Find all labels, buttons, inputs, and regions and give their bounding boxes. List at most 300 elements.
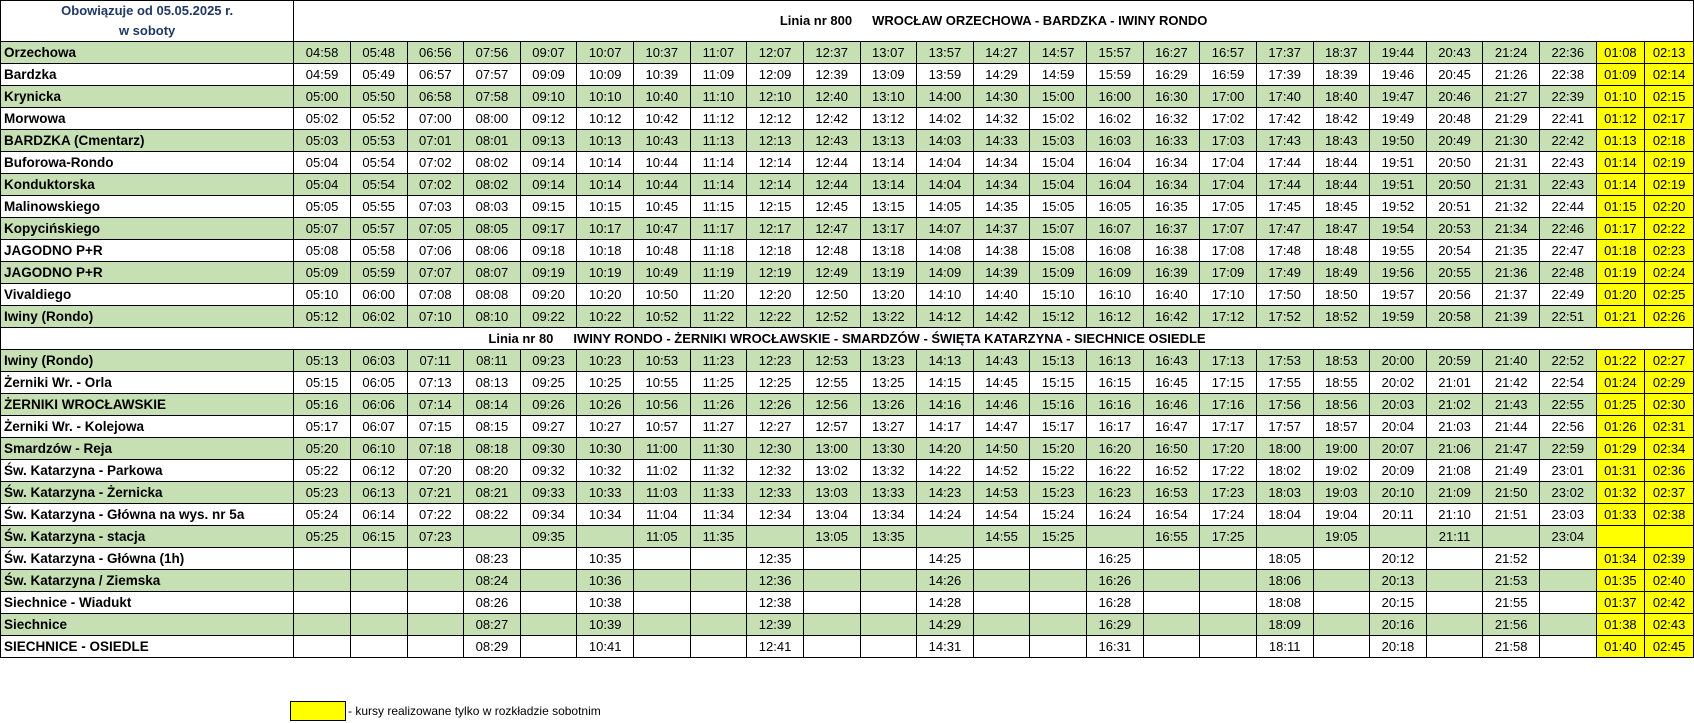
departure-time: 15:17: [1030, 416, 1087, 438]
departure-time: 10:19: [577, 262, 634, 284]
stop-name: Św. Katarzyna - Żernicka: [1, 482, 294, 504]
departure-time: 01:14: [1596, 174, 1645, 196]
departure-time: 16:43: [1143, 350, 1200, 372]
departure-time: 10:26: [577, 394, 634, 416]
departure-time: [520, 636, 577, 658]
departure-time: 13:13: [860, 130, 917, 152]
line-800-title: [294, 1, 1694, 42]
departure-time: [1256, 526, 1313, 548]
departure-time: 18:45: [1313, 196, 1370, 218]
departure-time: 21:24: [1483, 42, 1540, 64]
departure-time: 10:52: [634, 306, 691, 328]
departure-time: 01:40: [1596, 636, 1645, 658]
departure-time: 14:29: [973, 64, 1030, 86]
stop-name: Krynicka: [1, 86, 294, 108]
departure-time: 21:03: [1426, 416, 1483, 438]
stop-row-malinowskiego: [1, 196, 1694, 218]
departure-time: 18:43: [1313, 130, 1370, 152]
departure-time: 05:23: [294, 482, 351, 504]
departure-time: [1200, 636, 1257, 658]
departure-time: 23:04: [1540, 526, 1597, 548]
departure-time: 17:48: [1256, 240, 1313, 262]
departure-time: [1426, 592, 1483, 614]
departure-time: 14:43: [973, 350, 1030, 372]
departure-time: [860, 592, 917, 614]
stop-row-sw-katarzyna-parkowa: [1, 460, 1694, 482]
stop-name: Iwiny (Rondo): [1, 306, 294, 328]
departure-time: [1313, 592, 1370, 614]
departure-time: 12:27: [747, 416, 804, 438]
departure-time: 02:19: [1645, 174, 1694, 196]
departure-time: 09:23: [520, 350, 577, 372]
stop-row-sw-katarzyna-stacja: [1, 526, 1694, 548]
departure-time: 05:05: [294, 196, 351, 218]
departure-time: 17:16: [1200, 394, 1257, 416]
departure-time: 10:47: [634, 218, 691, 240]
departure-time: 13:09: [860, 64, 917, 86]
departure-time: 14:22: [917, 460, 974, 482]
departure-time: 14:50: [973, 438, 1030, 460]
departure-time: [860, 548, 917, 570]
departure-time: 12:07: [747, 42, 804, 64]
validity-cell: [1, 1, 294, 42]
departure-time: 21:27: [1483, 86, 1540, 108]
departure-time: 07:02: [407, 152, 464, 174]
departure-time: 09:14: [520, 152, 577, 174]
departure-time: 12:41: [747, 636, 804, 658]
departure-time: 02:43: [1645, 614, 1694, 636]
departure-time: 12:15: [747, 196, 804, 218]
departure-time: 21:01: [1426, 372, 1483, 394]
departure-time: 02:18: [1645, 130, 1694, 152]
departure-time: 15:23: [1030, 482, 1087, 504]
departure-time: 15:08: [1030, 240, 1087, 262]
departure-time: 10:44: [634, 152, 691, 174]
stop-row-iwiny-rondo: [1, 350, 1694, 372]
departure-time: 05:59: [350, 262, 407, 284]
departure-time: 09:34: [520, 504, 577, 526]
departure-time: 10:33: [577, 482, 634, 504]
departure-time: 07:11: [407, 350, 464, 372]
stop-name: JAGODNO P+R: [1, 240, 294, 262]
departure-time: 16:20: [1087, 438, 1144, 460]
departure-time: 20:04: [1370, 416, 1427, 438]
departure-time: [803, 548, 860, 570]
departure-time: 08:07: [464, 262, 521, 284]
departure-time: 15:15: [1030, 372, 1087, 394]
departure-time: 01:24: [1596, 372, 1645, 394]
departure-time: 22:54: [1540, 372, 1597, 394]
departure-time: 05:55: [350, 196, 407, 218]
departure-time: 01:09: [1596, 64, 1645, 86]
departure-time: 10:14: [577, 174, 634, 196]
departure-time: 14:54: [973, 504, 1030, 526]
departure-time: [690, 636, 747, 658]
departure-time: 09:18: [520, 240, 577, 262]
departure-time: 18:40: [1313, 86, 1370, 108]
departure-time: [350, 614, 407, 636]
departure-time: 10:18: [577, 240, 634, 262]
departure-time: 12:47: [803, 218, 860, 240]
departure-time: 08:29: [464, 636, 521, 658]
departure-time: 08:10: [464, 306, 521, 328]
departure-time: 16:07: [1087, 218, 1144, 240]
departure-time: 19:54: [1370, 218, 1427, 240]
departure-time: 10:22: [577, 306, 634, 328]
departure-time: 18:02: [1256, 460, 1313, 482]
departure-time: 22:39: [1540, 86, 1597, 108]
departure-time: [803, 614, 860, 636]
stop-row-jagodno-p-r: [1, 240, 1694, 262]
departure-time: 05:48: [350, 42, 407, 64]
departure-time: 18:56: [1313, 394, 1370, 416]
departure-time: 20:03: [1370, 394, 1427, 416]
stop-name: Siechnice: [1, 614, 294, 636]
departure-time: [1030, 548, 1087, 570]
departure-time: 16:39: [1143, 262, 1200, 284]
departure-time: 21:37: [1483, 284, 1540, 306]
departure-time: 02:27: [1645, 350, 1694, 372]
departure-time: 17:15: [1200, 372, 1257, 394]
stop-name: Św. Katarzyna / Ziemska: [1, 570, 294, 592]
departure-time: [634, 636, 691, 658]
departure-time: [1645, 526, 1694, 548]
departure-time: 11:22: [690, 306, 747, 328]
departure-time: 10:40: [634, 86, 691, 108]
departure-time: 14:05: [917, 196, 974, 218]
stop-row-sw-katarzyna-glowna-1h: [1, 548, 1694, 570]
departure-time: 09:30: [520, 438, 577, 460]
departure-time: 20:53: [1426, 218, 1483, 240]
departure-time: 10:09: [577, 64, 634, 86]
departure-time: 19:47: [1370, 86, 1427, 108]
departure-time: [1426, 548, 1483, 570]
departure-time: 15:20: [1030, 438, 1087, 460]
departure-time: 22:51: [1540, 306, 1597, 328]
departure-time: 08:21: [464, 482, 521, 504]
departure-time: 13:02: [803, 460, 860, 482]
departure-time: [1540, 548, 1597, 570]
departure-time: 12:26: [747, 394, 804, 416]
departure-time: 02:13: [1645, 42, 1694, 64]
departure-time: 13:34: [860, 504, 917, 526]
departure-time: 16:25: [1087, 548, 1144, 570]
departure-time: 02:45: [1645, 636, 1694, 658]
departure-time: 14:38: [973, 240, 1030, 262]
departure-time: 22:44: [1540, 196, 1597, 218]
departure-time: 11:27: [690, 416, 747, 438]
departure-time: 14:27: [973, 42, 1030, 64]
departure-time: 09:10: [520, 86, 577, 108]
departure-time: 14:17: [917, 416, 974, 438]
departure-time: 07:00: [407, 108, 464, 130]
departure-time: 11:14: [690, 174, 747, 196]
departure-time: 13:35: [860, 526, 917, 548]
departure-time: 17:39: [1256, 64, 1313, 86]
departure-time: 01:10: [1596, 86, 1645, 108]
departure-time: [690, 548, 747, 570]
departure-time: [464, 526, 521, 548]
departure-time: [634, 570, 691, 592]
departure-time: 15:02: [1030, 108, 1087, 130]
departure-time: 10:17: [577, 218, 634, 240]
departure-time: 11:35: [690, 526, 747, 548]
departure-time: 05:49: [350, 64, 407, 86]
stop-row-sw-katarzyna-zernicka: [1, 482, 1694, 504]
departure-time: 17:17: [1200, 416, 1257, 438]
departure-time: [634, 548, 691, 570]
departure-time: 14:47: [973, 416, 1030, 438]
departure-time: 09:33: [520, 482, 577, 504]
departure-time: 12:36: [747, 570, 804, 592]
stop-row-vivaldiego: [1, 284, 1694, 306]
departure-time: [407, 570, 464, 592]
departure-time: 02:22: [1645, 218, 1694, 240]
departure-time: 19:56: [1370, 262, 1427, 284]
departure-time: 18:55: [1313, 372, 1370, 394]
departure-time: 05:09: [294, 262, 351, 284]
line-800-route: WROCŁAW ORZECHOWA - BARDZKA - IWINY RONDO: [872, 13, 1208, 28]
departure-time: 14:59: [1030, 64, 1087, 86]
departure-time: 10:41: [577, 636, 634, 658]
departure-time: 18:05: [1256, 548, 1313, 570]
departure-time: [1143, 592, 1200, 614]
stop-name: BARDZKA (Cmentarz): [1, 130, 294, 152]
departure-time: 21:31: [1483, 174, 1540, 196]
departure-time: 07:22: [407, 504, 464, 526]
departure-time: 02:19: [1645, 152, 1694, 174]
departure-time: 08:08: [464, 284, 521, 306]
departure-time: 10:53: [634, 350, 691, 372]
departure-time: [1313, 614, 1370, 636]
departure-time: 09:17: [520, 218, 577, 240]
stop-name: Orzechowa: [1, 42, 294, 64]
departure-time: [407, 636, 464, 658]
departure-time: 15:59: [1087, 64, 1144, 86]
departure-time: 01:14: [1596, 152, 1645, 174]
departure-time: 11:15: [690, 196, 747, 218]
departure-time: 21:39: [1483, 306, 1540, 328]
departure-time: [634, 614, 691, 636]
departure-time: [350, 570, 407, 592]
departure-time: 15:05: [1030, 196, 1087, 218]
departure-time: 20:16: [1370, 614, 1427, 636]
departure-time: 20:55: [1426, 262, 1483, 284]
departure-time: 08:02: [464, 174, 521, 196]
departure-time: 12:44: [803, 152, 860, 174]
departure-time: 15:04: [1030, 152, 1087, 174]
departure-time: 02:39: [1645, 548, 1694, 570]
departure-time: 20:45: [1426, 64, 1483, 86]
departure-time: 14:40: [973, 284, 1030, 306]
departure-time: 16:54: [1143, 504, 1200, 526]
departure-time: 10:34: [577, 504, 634, 526]
departure-time: [973, 614, 1030, 636]
departure-time: 11:18: [690, 240, 747, 262]
departure-time: 21:34: [1483, 218, 1540, 240]
departure-time: 17:24: [1200, 504, 1257, 526]
stop-row-siechnice-wiadukt: [1, 592, 1694, 614]
departure-time: 21:26: [1483, 64, 1540, 86]
departure-time: [350, 548, 407, 570]
departure-time: 05:17: [294, 416, 351, 438]
departure-time: 14:20: [917, 438, 974, 460]
departure-time: 08:24: [464, 570, 521, 592]
departure-time: 16:29: [1087, 614, 1144, 636]
departure-time: 16:53: [1143, 482, 1200, 504]
departure-time: 06:57: [407, 64, 464, 86]
departure-time: 16:30: [1143, 86, 1200, 108]
departure-time: [860, 614, 917, 636]
departure-time: 01:29: [1596, 438, 1645, 460]
stop-row-bardzka-cmentarz: [1, 130, 1694, 152]
departure-time: 07:18: [407, 438, 464, 460]
departure-time: 15:09: [1030, 262, 1087, 284]
departure-time: [803, 636, 860, 658]
departure-time: 05:02: [294, 108, 351, 130]
departure-time: 16:08: [1087, 240, 1144, 262]
departure-time: [1426, 636, 1483, 658]
departure-time: 06:07: [350, 416, 407, 438]
departure-time: 08:14: [464, 394, 521, 416]
departure-time: 06:05: [350, 372, 407, 394]
departure-time: 12:09: [747, 64, 804, 86]
departure-time: 13:05: [803, 526, 860, 548]
departure-time: 11:30: [690, 438, 747, 460]
departure-time: 12:35: [747, 548, 804, 570]
departure-time: 10:42: [634, 108, 691, 130]
departure-time: 10:48: [634, 240, 691, 262]
departure-time: [407, 592, 464, 614]
departure-time: 11:17: [690, 218, 747, 240]
departure-time: 14:07: [917, 218, 974, 240]
departure-time: 01:38: [1596, 614, 1645, 636]
departure-time: 20:54: [1426, 240, 1483, 262]
departure-time: 14:29: [917, 614, 974, 636]
departure-time: 05:53: [350, 130, 407, 152]
departure-time: 12:14: [747, 152, 804, 174]
departure-time: 22:48: [1540, 262, 1597, 284]
departure-time: 22:36: [1540, 42, 1597, 64]
departure-time: [1143, 548, 1200, 570]
departure-time: [1030, 570, 1087, 592]
departure-time: 12:20: [747, 284, 804, 306]
stop-row-smardzow-reja: [1, 438, 1694, 460]
departure-time: 12:55: [803, 372, 860, 394]
departure-time: 08:23: [464, 548, 521, 570]
departure-time: 01:37: [1596, 592, 1645, 614]
departure-time: 21:56: [1483, 614, 1540, 636]
departure-time: 12:10: [747, 86, 804, 108]
departure-time: 12:17: [747, 218, 804, 240]
departure-time: [1540, 592, 1597, 614]
departure-time: 14:37: [973, 218, 1030, 240]
stop-name: Św. Katarzyna - Główna na wys. nr 5a: [1, 504, 294, 526]
departure-time: 13:18: [860, 240, 917, 262]
departure-time: [1143, 614, 1200, 636]
departure-time: 06:58: [407, 86, 464, 108]
departure-time: 19:04: [1313, 504, 1370, 526]
departure-time: 08:22: [464, 504, 521, 526]
departure-time: [1540, 614, 1597, 636]
departure-time: 19:49: [1370, 108, 1427, 130]
departure-time: 18:53: [1313, 350, 1370, 372]
departure-time: 13:25: [860, 372, 917, 394]
departure-time: 11:05: [634, 526, 691, 548]
stop-row-krynicka: [1, 86, 1694, 108]
departure-time: 16:33: [1143, 130, 1200, 152]
departure-time: 18:44: [1313, 152, 1370, 174]
departure-time: 11:19: [690, 262, 747, 284]
departure-time: 16:59: [1200, 64, 1257, 86]
departure-time: [1313, 636, 1370, 658]
departure-time: [1426, 570, 1483, 592]
departure-time: 12:56: [803, 394, 860, 416]
departure-time: 16:16: [1087, 394, 1144, 416]
departure-time: [294, 636, 351, 658]
departure-time: [1313, 570, 1370, 592]
departure-time: 18:03: [1256, 482, 1313, 504]
departure-time: 02:42: [1645, 592, 1694, 614]
departure-time: 10:44: [634, 174, 691, 196]
departure-time: 20:00: [1370, 350, 1427, 372]
departure-time: 22:41: [1540, 108, 1597, 130]
departure-time: 16:57: [1200, 42, 1257, 64]
stop-row-siechnice-osiedle: [1, 636, 1694, 658]
departure-time: 14:45: [973, 372, 1030, 394]
legend-swatch: [290, 701, 346, 721]
departure-time: 04:59: [294, 64, 351, 86]
departure-time: 06:15: [350, 526, 407, 548]
departure-time: 11:00: [634, 438, 691, 460]
departure-time: 14:31: [917, 636, 974, 658]
departure-time: 17:09: [1200, 262, 1257, 284]
departure-time: 01:21: [1596, 306, 1645, 328]
departure-time: [1540, 570, 1597, 592]
departure-time: 07:10: [407, 306, 464, 328]
departure-time: 20:50: [1426, 152, 1483, 174]
departure-time: 09:19: [520, 262, 577, 284]
stop-name: Iwiny (Rondo): [1, 350, 294, 372]
departure-time: 08:02: [464, 152, 521, 174]
departure-time: 08:00: [464, 108, 521, 130]
departure-time: [973, 548, 1030, 570]
departure-time: 02:31: [1645, 416, 1694, 438]
departure-time: 22:55: [1540, 394, 1597, 416]
departure-time: 07:13: [407, 372, 464, 394]
departure-time: 10:13: [577, 130, 634, 152]
departure-time: [917, 526, 974, 548]
departure-time: 10:43: [634, 130, 691, 152]
departure-time: 16:12: [1087, 306, 1144, 328]
departure-time: [1030, 636, 1087, 658]
departure-time: 22:43: [1540, 174, 1597, 196]
departure-time: 05:15: [294, 372, 351, 394]
stop-row-bardzka: [1, 64, 1694, 86]
departure-time: 01:22: [1596, 350, 1645, 372]
departure-time: 05:03: [294, 130, 351, 152]
line-800-number: Linia nr 800: [779, 13, 853, 28]
departure-time: 10:37: [634, 42, 691, 64]
departure-time: 14:25: [917, 548, 974, 570]
departure-time: 20:13: [1370, 570, 1427, 592]
departure-time: 07:01: [407, 130, 464, 152]
departure-time: 17:04: [1200, 152, 1257, 174]
departure-time: 07:20: [407, 460, 464, 482]
departure-time: 15:04: [1030, 174, 1087, 196]
departure-time: 16:26: [1087, 570, 1144, 592]
stop-name: ŻERNIKI WROCŁAWSKIE: [1, 394, 294, 416]
